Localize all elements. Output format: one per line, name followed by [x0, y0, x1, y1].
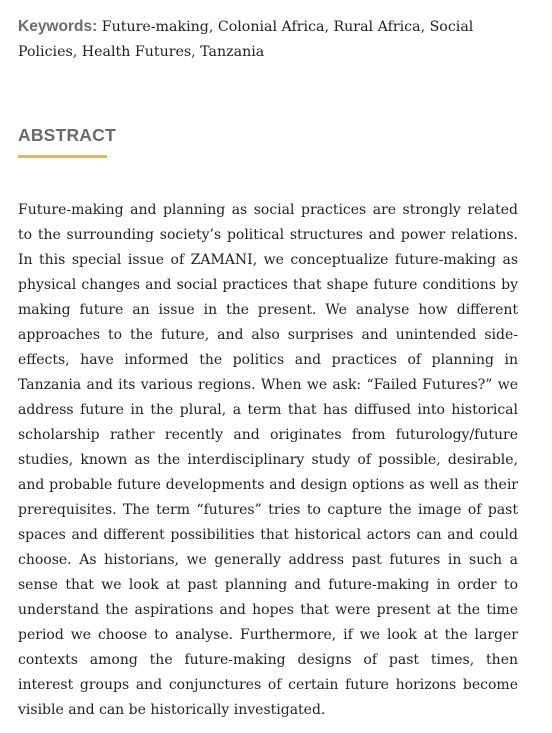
abstract-body: Future-making and planning as social practices are strongly related to the surrounding society’s political structures and power relations. In this special issue of ZAMANI, we conceptualize future-making as physical changes and social practices that shape future conditions by making future an issue in the present. We analyse how different approaches to the future, and also surprises and unintended side-effects, have informed the politics and practices of planning in Tanzania and its various regions. When we ask: “Failed Futures?” we address future in the plural, a term that has diffused into historical scholarship rather recently and originates from futurology/future studies, known as the interdisciplinary study of possible, desirable, and probable future developments and design options as well as their prerequisites. The term “futures” tries to capture the image of past spaces and different possibilities that historical actors can and could choose. As historians, we generally address past futures in such a sense that we look at past planning and future-making in order to understand the aspirations and hopes that were present at the time period we choose to analyse. Furthermore, if we look at the larger contexts among the future-making designs of past times, then interest groups and conjunctures of certain future horizons become visible and can be historically investigated.: [18, 202, 518, 718]
abstract-heading: ABSTRACT: [18, 125, 116, 145]
abstract-heading-underline: [18, 155, 107, 158]
keywords-label: Keywords:: [18, 18, 98, 35]
keywords-block: [18, 14, 518, 65]
keywords-values: Future-making, Colonial Africa, Rural Africa, Social Policies, Health Futures, Tanzania: [18, 19, 474, 60]
